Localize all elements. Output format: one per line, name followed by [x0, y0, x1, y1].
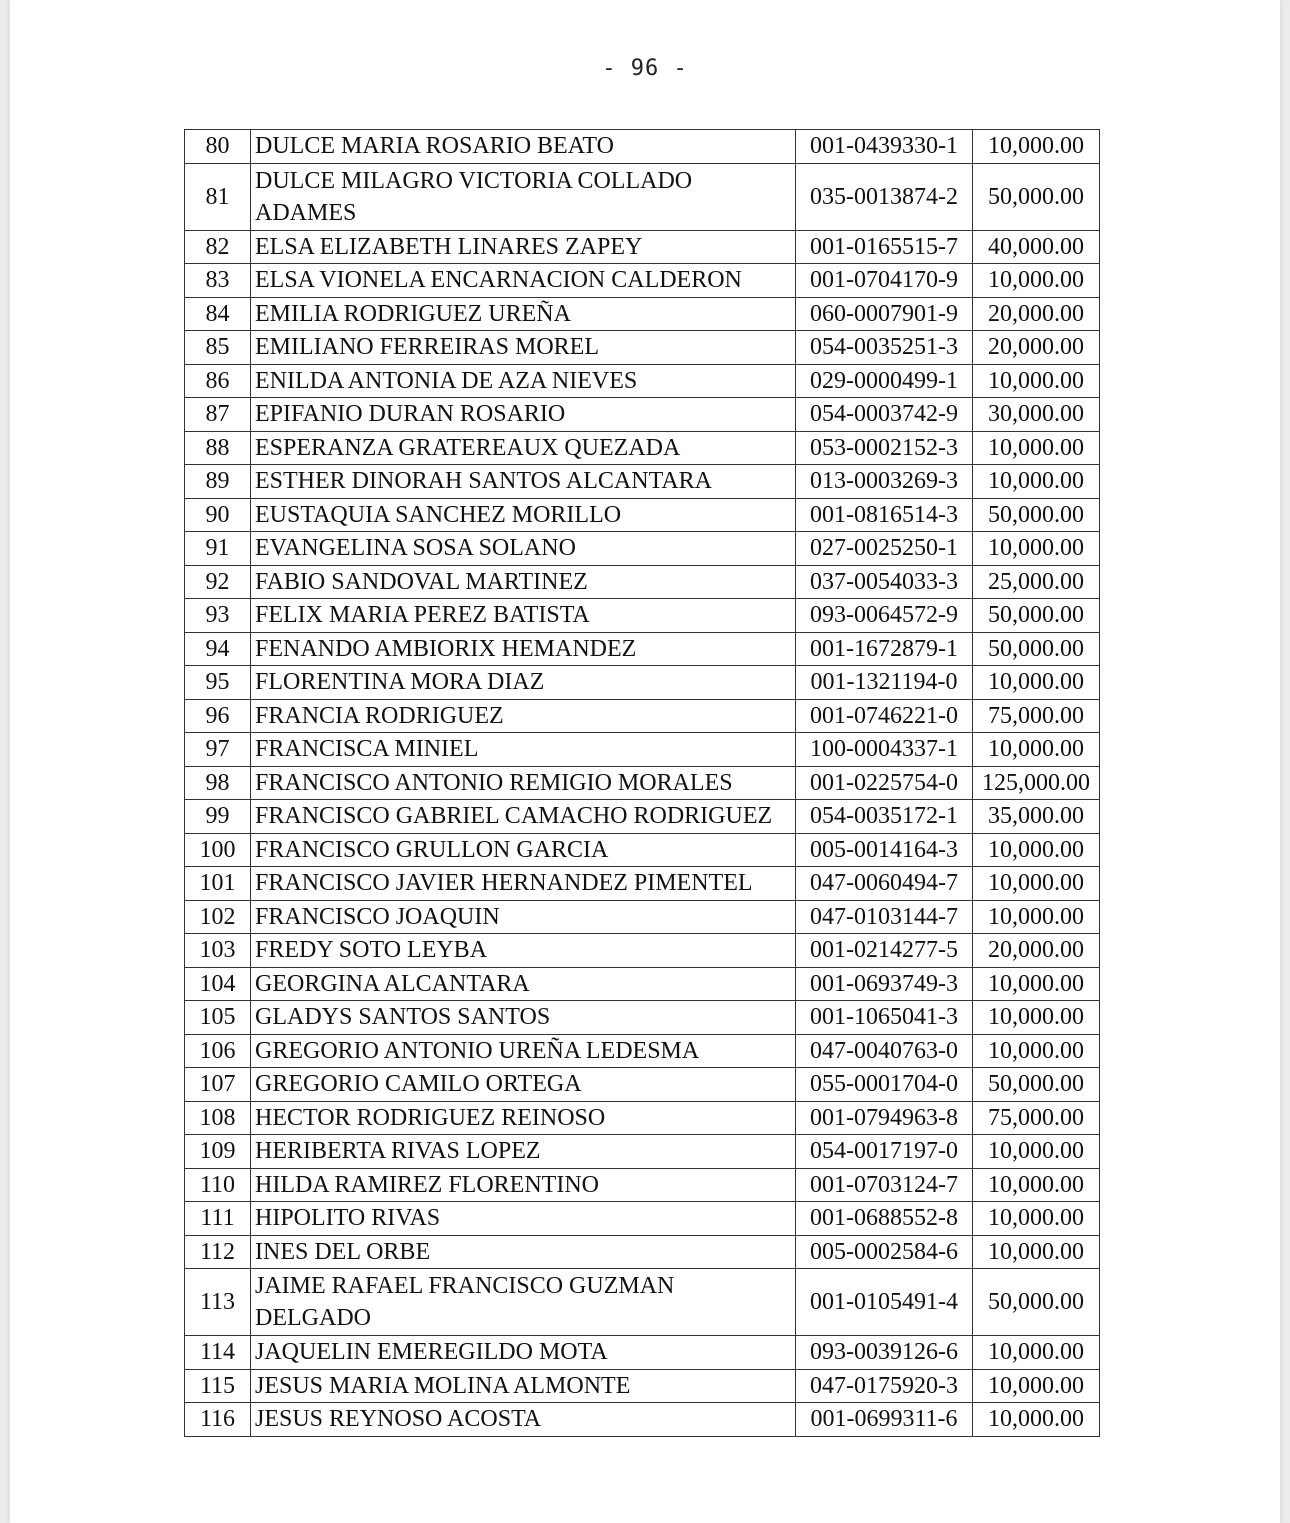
- person-name-cell: JAIME RAFAEL FRANCISCO GUZMAN DELGADO: [251, 1269, 796, 1336]
- table-row: [185, 565, 1100, 599]
- table-row: [185, 632, 1100, 666]
- row-number-cell: 92: [185, 565, 251, 599]
- id-number-cell: 093-0039126-6: [796, 1336, 973, 1370]
- id-number-cell: 001-0214277-5: [796, 934, 973, 968]
- amount-cell: 10,000.00: [973, 833, 1100, 867]
- id-number-cell: 001-0699311-6: [796, 1403, 973, 1437]
- row-number-cell: 97: [185, 733, 251, 767]
- person-name-cell: FREDY SOTO LEYBA: [251, 934, 796, 968]
- table-row: [185, 498, 1100, 532]
- id-number-cell: 035-0013874-2: [796, 163, 973, 230]
- id-number-cell: 054-0017197-0: [796, 1135, 973, 1169]
- table-row: [185, 1135, 1100, 1169]
- table-row: [185, 297, 1100, 331]
- row-number-cell: 106: [185, 1034, 251, 1068]
- amount-cell: 10,000.00: [973, 264, 1100, 298]
- id-number-cell: 001-0794963-8: [796, 1101, 973, 1135]
- row-number-cell: 89: [185, 465, 251, 499]
- row-number-cell: 109: [185, 1135, 251, 1169]
- row-number-cell: 102: [185, 900, 251, 934]
- amount-cell: 50,000.00: [973, 632, 1100, 666]
- id-number-cell: 005-0014164-3: [796, 833, 973, 867]
- person-name-cell: DULCE MILAGRO VICTORIA COLLADO ADAMES: [251, 163, 796, 230]
- amount-cell: 10,000.00: [973, 967, 1100, 1001]
- amount-cell: 10,000.00: [973, 666, 1100, 700]
- amount-cell: 50,000.00: [973, 1269, 1100, 1336]
- table-row: [185, 666, 1100, 700]
- amount-cell: 10,000.00: [973, 1001, 1100, 1035]
- row-number-cell: 107: [185, 1068, 251, 1102]
- person-name-cell: FRANCISCO JAVIER HERNANDEZ PIMENTEL: [251, 867, 796, 901]
- id-number-cell: 047-0103144-7: [796, 900, 973, 934]
- amount-cell: 75,000.00: [973, 699, 1100, 733]
- table-row: [185, 1202, 1100, 1236]
- row-number-cell: 85: [185, 331, 251, 365]
- person-name-cell: EVANGELINA SOSA SOLANO: [251, 532, 796, 566]
- person-name-cell: ELSA ELIZABETH LINARES ZAPEY: [251, 230, 796, 264]
- amount-cell: 50,000.00: [973, 163, 1100, 230]
- row-number-cell: 114: [185, 1336, 251, 1370]
- amount-cell: 10,000.00: [973, 364, 1100, 398]
- id-number-cell: 037-0054033-3: [796, 565, 973, 599]
- id-number-cell: 093-0064572-9: [796, 599, 973, 633]
- amount-cell: 10,000.00: [973, 900, 1100, 934]
- person-name-cell: FRANCISCO GRULLON GARCIA: [251, 833, 796, 867]
- amount-cell: 35,000.00: [973, 800, 1100, 834]
- amount-cell: 10,000.00: [973, 733, 1100, 767]
- person-name-cell: ESTHER DINORAH SANTOS ALCANTARA: [251, 465, 796, 499]
- amount-cell: 10,000.00: [973, 867, 1100, 901]
- person-name-cell: FRANCISCO ANTONIO REMIGIO MORALES: [251, 766, 796, 800]
- amount-cell: 20,000.00: [973, 297, 1100, 331]
- amount-cell: 20,000.00: [973, 331, 1100, 365]
- table-row: [185, 364, 1100, 398]
- table-row: [185, 1001, 1100, 1035]
- table-row: [185, 934, 1100, 968]
- id-number-cell: 001-1321194-0: [796, 666, 973, 700]
- id-number-cell: 055-0001704-0: [796, 1068, 973, 1102]
- person-name-cell: INES DEL ORBE: [251, 1235, 796, 1269]
- row-number-cell: 100: [185, 833, 251, 867]
- table-row: [185, 264, 1100, 298]
- table-row: [185, 163, 1100, 230]
- person-name-cell: EPIFANIO DURAN ROSARIO: [251, 398, 796, 432]
- id-number-cell: 054-0035251-3: [796, 331, 973, 365]
- table-row: [185, 599, 1100, 633]
- amount-cell: 50,000.00: [973, 1068, 1100, 1102]
- row-number-cell: 115: [185, 1369, 251, 1403]
- amount-cell: 50,000.00: [973, 498, 1100, 532]
- amount-cell: 125,000.00: [973, 766, 1100, 800]
- table-row: [185, 465, 1100, 499]
- id-number-cell: 013-0003269-3: [796, 465, 973, 499]
- row-number-cell: 108: [185, 1101, 251, 1135]
- id-number-cell: 027-0025250-1: [796, 532, 973, 566]
- row-number-cell: 94: [185, 632, 251, 666]
- person-name-cell: HECTOR RODRIGUEZ REINOSO: [251, 1101, 796, 1135]
- id-number-cell: 060-0007901-9: [796, 297, 973, 331]
- amount-cell: 10,000.00: [973, 130, 1100, 164]
- row-number-cell: 80: [185, 130, 251, 164]
- table-row: [185, 766, 1100, 800]
- id-number-cell: 001-0165515-7: [796, 230, 973, 264]
- table-row: [185, 1068, 1100, 1102]
- person-name-cell: DULCE MARIA ROSARIO BEATO: [251, 130, 796, 164]
- id-number-cell: 001-0439330-1: [796, 130, 973, 164]
- table-row: [185, 331, 1100, 365]
- row-number-cell: 98: [185, 766, 251, 800]
- table-row: [185, 532, 1100, 566]
- table-row: [185, 1034, 1100, 1068]
- row-number-cell: 82: [185, 230, 251, 264]
- person-name-cell: FRANCISCO JOAQUIN: [251, 900, 796, 934]
- amount-cell: 10,000.00: [973, 465, 1100, 499]
- person-name-cell: FABIO SANDOVAL MARTINEZ: [251, 565, 796, 599]
- amount-cell: 10,000.00: [973, 532, 1100, 566]
- row-number-cell: 93: [185, 599, 251, 633]
- person-name-cell: GREGORIO CAMILO ORTEGA: [251, 1068, 796, 1102]
- table-row: [185, 699, 1100, 733]
- id-number-cell: 001-0105491-4: [796, 1269, 973, 1336]
- table-row: [185, 833, 1100, 867]
- amount-cell: 10,000.00: [973, 431, 1100, 465]
- amount-cell: 40,000.00: [973, 230, 1100, 264]
- table-row: [185, 1101, 1100, 1135]
- row-number-cell: 104: [185, 967, 251, 1001]
- row-number-cell: 101: [185, 867, 251, 901]
- person-name-cell: FLORENTINA MORA DIAZ: [251, 666, 796, 700]
- amount-cell: 50,000.00: [973, 599, 1100, 633]
- row-number-cell: 84: [185, 297, 251, 331]
- person-name-cell: JESUS REYNOSO ACOSTA: [251, 1403, 796, 1437]
- person-name-cell: FRANCISCA MINIEL: [251, 733, 796, 767]
- amount-cell: 20,000.00: [973, 934, 1100, 968]
- table-row: [185, 900, 1100, 934]
- id-number-cell: 001-0693749-3: [796, 967, 973, 1001]
- table-row: [185, 800, 1100, 834]
- person-name-cell: JESUS MARIA MOLINA ALMONTE: [251, 1369, 796, 1403]
- amount-cell: 10,000.00: [973, 1202, 1100, 1236]
- row-number-cell: 112: [185, 1235, 251, 1269]
- person-name-cell: EMILIA RODRIGUEZ UREÑA: [251, 297, 796, 331]
- row-number-cell: 90: [185, 498, 251, 532]
- row-number-cell: 86: [185, 364, 251, 398]
- id-number-cell: 005-0002584-6: [796, 1235, 973, 1269]
- row-number-cell: 87: [185, 398, 251, 432]
- id-number-cell: 001-1065041-3: [796, 1001, 973, 1035]
- person-name-cell: HIPOLITO RIVAS: [251, 1202, 796, 1236]
- person-name-cell: ENILDA ANTONIA DE AZA NIEVES: [251, 364, 796, 398]
- row-number-cell: 116: [185, 1403, 251, 1437]
- row-number-cell: 96: [185, 699, 251, 733]
- amount-cell: 10,000.00: [973, 1135, 1100, 1169]
- person-name-cell: GREGORIO ANTONIO UREÑA LEDESMA: [251, 1034, 796, 1068]
- id-number-cell: 053-0002152-3: [796, 431, 973, 465]
- table-body: [185, 130, 1100, 1437]
- person-name-cell: EMILIANO FERREIRAS MOREL: [251, 331, 796, 365]
- table-row: [185, 1168, 1100, 1202]
- table-row: [185, 398, 1100, 432]
- table-row: [185, 1336, 1100, 1370]
- table-row: [185, 130, 1100, 164]
- person-name-cell: FELIX MARIA PEREZ BATISTA: [251, 599, 796, 633]
- amount-cell: 75,000.00: [973, 1101, 1100, 1135]
- beneficiary-table: [184, 129, 1100, 1437]
- amount-cell: 10,000.00: [973, 1369, 1100, 1403]
- person-name-cell: GLADYS SANTOS SANTOS: [251, 1001, 796, 1035]
- table-row: [185, 230, 1100, 264]
- table-row: [185, 1235, 1100, 1269]
- id-number-cell: 047-0040763-0: [796, 1034, 973, 1068]
- table-row: [185, 1269, 1100, 1336]
- id-number-cell: 047-0060494-7: [796, 867, 973, 901]
- id-number-cell: 001-0816514-3: [796, 498, 973, 532]
- id-number-cell: 100-0004337-1: [796, 733, 973, 767]
- id-number-cell: 029-0000499-1: [796, 364, 973, 398]
- amount-cell: 30,000.00: [973, 398, 1100, 432]
- id-number-cell: 001-0225754-0: [796, 766, 973, 800]
- row-number-cell: 113: [185, 1269, 251, 1336]
- table-row: [185, 1403, 1100, 1437]
- row-number-cell: 105: [185, 1001, 251, 1035]
- person-name-cell: ELSA VIONELA ENCARNACION CALDERON: [251, 264, 796, 298]
- person-name-cell: HERIBERTA RIVAS LOPEZ: [251, 1135, 796, 1169]
- row-number-cell: 99: [185, 800, 251, 834]
- amount-cell: 10,000.00: [973, 1168, 1100, 1202]
- person-name-cell: FRANCISCO GABRIEL CAMACHO RODRIGUEZ: [251, 800, 796, 834]
- amount-cell: 10,000.00: [973, 1235, 1100, 1269]
- row-number-cell: 95: [185, 666, 251, 700]
- amount-cell: 10,000.00: [973, 1336, 1100, 1370]
- document-page: [10, 0, 1280, 1523]
- table-row: [185, 967, 1100, 1001]
- id-number-cell: 054-0035172-1: [796, 800, 973, 834]
- table-row: [185, 1369, 1100, 1403]
- id-number-cell: 001-0746221-0: [796, 699, 973, 733]
- id-number-cell: 001-1672879-1: [796, 632, 973, 666]
- row-number-cell: 88: [185, 431, 251, 465]
- id-number-cell: 001-0688552-8: [796, 1202, 973, 1236]
- page-number: - 96 -: [602, 56, 688, 81]
- id-number-cell: 054-0003742-9: [796, 398, 973, 432]
- person-name-cell: GEORGINA ALCANTARA: [251, 967, 796, 1001]
- row-number-cell: 103: [185, 934, 251, 968]
- row-number-cell: 83: [185, 264, 251, 298]
- person-name-cell: FRANCIA RODRIGUEZ: [251, 699, 796, 733]
- amount-cell: 10,000.00: [973, 1034, 1100, 1068]
- id-number-cell: 001-0703124-7: [796, 1168, 973, 1202]
- row-number-cell: 91: [185, 532, 251, 566]
- amount-cell: 10,000.00: [973, 1403, 1100, 1437]
- table-row: [185, 733, 1100, 767]
- person-name-cell: JAQUELIN EMEREGILDO MOTA: [251, 1336, 796, 1370]
- row-number-cell: 110: [185, 1168, 251, 1202]
- row-number-cell: 81: [185, 163, 251, 230]
- person-name-cell: ESPERANZA GRATEREAUX QUEZADA: [251, 431, 796, 465]
- id-number-cell: 047-0175920-3: [796, 1369, 973, 1403]
- person-name-cell: FENANDO AMBIORIX HEMANDEZ: [251, 632, 796, 666]
- row-number-cell: 111: [185, 1202, 251, 1236]
- id-number-cell: 001-0704170-9: [796, 264, 973, 298]
- table-row: [185, 431, 1100, 465]
- table-row: [185, 867, 1100, 901]
- amount-cell: 25,000.00: [973, 565, 1100, 599]
- person-name-cell: EUSTAQUIA SANCHEZ MORILLO: [251, 498, 796, 532]
- person-name-cell: HILDA RAMIREZ FLORENTINO: [251, 1168, 796, 1202]
